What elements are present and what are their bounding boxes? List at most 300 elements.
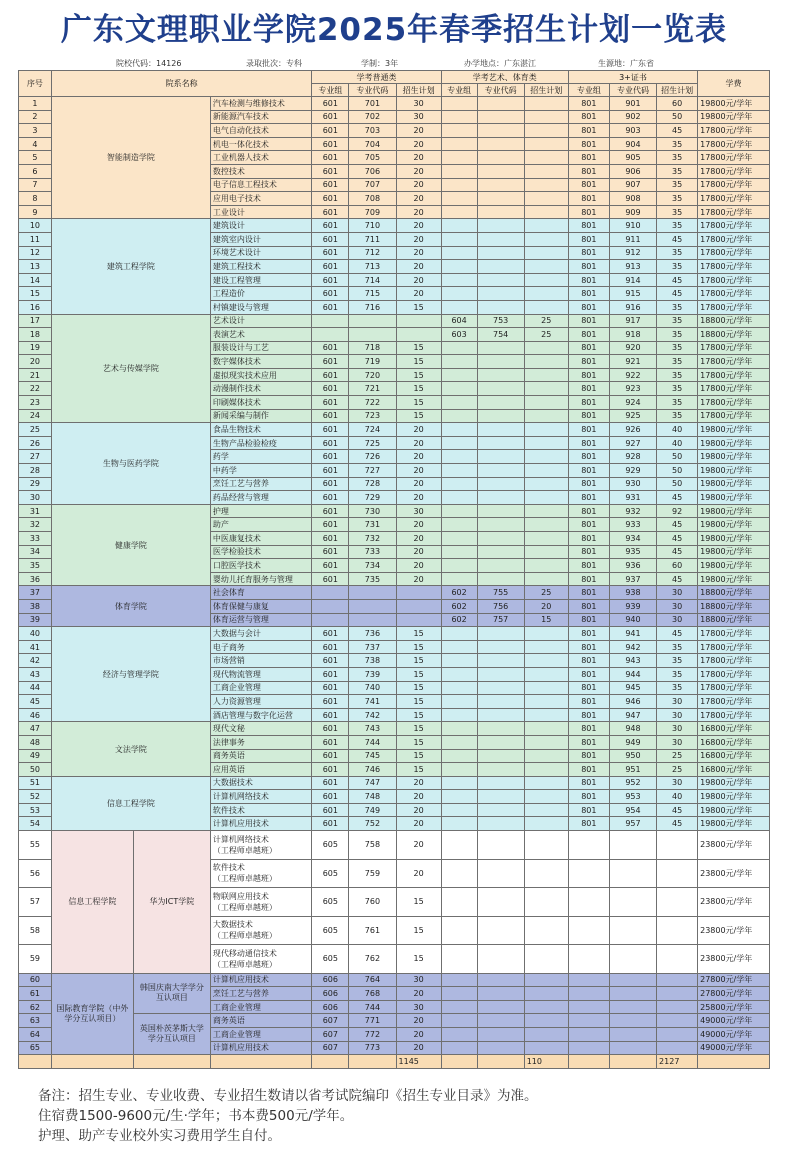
major-name: 烹饪工艺与营养: [210, 987, 312, 1001]
header-dept: 院系名称: [51, 71, 312, 97]
table-cell: [477, 667, 524, 681]
empty-cell: [524, 1041, 568, 1055]
table-cell: 25: [524, 314, 568, 328]
table-cell: 601: [312, 164, 349, 178]
table-cell: [441, 803, 477, 817]
table-cell: 20: [396, 232, 441, 246]
table-cell: 20: [396, 205, 441, 219]
table-cell: [524, 219, 568, 233]
major-name: 现代物流管理: [210, 667, 312, 681]
table-cell: 741: [349, 695, 396, 709]
table-cell: 957: [609, 817, 656, 831]
table-row: [19, 219, 770, 233]
table-cell: [477, 735, 524, 749]
empty-cell: [524, 973, 568, 987]
table-cell: 40: [657, 423, 698, 437]
table-cell: 916: [609, 300, 656, 314]
table-cell: [441, 273, 477, 287]
row-seq: 51: [19, 776, 52, 790]
table-cell: [524, 124, 568, 138]
table-cell: 92: [657, 504, 698, 518]
table-cell: [477, 97, 524, 111]
row-seq: 58: [19, 916, 52, 945]
fee-cell: 17800元/学年: [698, 232, 770, 246]
table-cell: [609, 916, 656, 945]
table-cell: 944: [609, 667, 656, 681]
fee-cell: 17800元/学年: [698, 205, 770, 219]
table-cell: 30: [657, 776, 698, 790]
major-name: 环境艺术设计: [210, 246, 312, 260]
table-row: [19, 973, 770, 987]
fee-cell: 19800元/学年: [698, 803, 770, 817]
empty-cell: [609, 1055, 656, 1069]
table-cell: [441, 464, 477, 478]
study-years: 学制：3年: [361, 59, 399, 68]
table-cell: 801: [568, 137, 609, 151]
table-cell: 938: [609, 586, 656, 600]
table-cell: 801: [568, 545, 609, 559]
table-cell: [441, 735, 477, 749]
table-cell: 801: [568, 382, 609, 396]
table-cell: [524, 681, 568, 695]
table-cell: 942: [609, 640, 656, 654]
fee-cell: 19800元/学年: [698, 110, 770, 124]
table-cell: 732: [349, 532, 396, 546]
fee-cell: 17800元/学年: [698, 382, 770, 396]
table-cell: 15: [396, 708, 441, 722]
table-cell: 739: [349, 667, 396, 681]
table-cell: [477, 246, 524, 260]
table-cell: 744: [349, 735, 396, 749]
table-cell: [441, 545, 477, 559]
table-cell: [524, 423, 568, 437]
major-name: 中药学: [210, 464, 312, 478]
major-name: 印刷媒体技术: [210, 396, 312, 410]
table-cell: [441, 164, 477, 178]
table-cell: [441, 708, 477, 722]
table-cell: [609, 888, 656, 917]
table-cell: 601: [312, 450, 349, 464]
table-cell: 15: [396, 888, 441, 917]
table-cell: [524, 436, 568, 450]
major-name: 计算机应用技术: [210, 1041, 312, 1055]
table-cell: 50: [657, 450, 698, 464]
table-cell: [441, 640, 477, 654]
fee-cell: 16800元/学年: [698, 749, 770, 763]
table-cell: [524, 708, 568, 722]
table-cell: 902: [609, 110, 656, 124]
table-cell: [441, 423, 477, 437]
table-cell: [657, 945, 698, 974]
table-cell: [396, 314, 441, 328]
table-cell: 50: [657, 110, 698, 124]
row-seq: 18: [19, 328, 52, 342]
table-cell: [477, 450, 524, 464]
major-name: 工业机器人技术: [210, 151, 312, 165]
table-cell: [524, 300, 568, 314]
major-name: 应用英语: [210, 763, 312, 777]
table-cell: 601: [312, 477, 349, 491]
major-name: 机电一体化技术: [210, 137, 312, 151]
table-cell: [312, 599, 349, 613]
empty-cell: [441, 1000, 477, 1014]
major-name: 新能源汽车技术: [210, 110, 312, 124]
table-cell: 801: [568, 518, 609, 532]
table-cell: [477, 436, 524, 450]
table-cell: 35: [657, 219, 698, 233]
empty-cell: [609, 1027, 656, 1041]
table-cell: [441, 219, 477, 233]
table-cell: [477, 205, 524, 219]
table-cell: [477, 518, 524, 532]
row-seq: 38: [19, 599, 52, 613]
table-cell: 736: [349, 627, 396, 641]
fee-cell: 17800元/学年: [698, 681, 770, 695]
table-cell: [609, 831, 656, 860]
major-name: [210, 831, 312, 860]
row-seq: 32: [19, 518, 52, 532]
table-cell: [524, 477, 568, 491]
school-meta: [18, 56, 770, 70]
table-cell: [477, 477, 524, 491]
table-cell: 35: [657, 368, 698, 382]
table-cell: [524, 749, 568, 763]
fee-cell: 23800元/学年: [698, 945, 770, 974]
table-cell: [441, 888, 477, 917]
table-cell: [524, 164, 568, 178]
table-cell: 60: [657, 559, 698, 573]
table-cell: [657, 831, 698, 860]
table-cell: [524, 735, 568, 749]
table-cell: 20: [396, 178, 441, 192]
dept-name: 艺术与传媒学院: [51, 314, 210, 423]
table-cell: 940: [609, 613, 656, 627]
table-cell: 933: [609, 518, 656, 532]
table-cell: [477, 368, 524, 382]
table-cell: [349, 599, 396, 613]
table-cell: 35: [657, 260, 698, 274]
table-cell: 706: [349, 164, 396, 178]
total-normal: 1145: [396, 1055, 441, 1069]
table-cell: 606: [312, 973, 349, 987]
row-seq: 14: [19, 273, 52, 287]
table-cell: 35: [657, 328, 698, 342]
row-seq: 53: [19, 803, 52, 817]
table-cell: 601: [312, 273, 349, 287]
table-cell: 601: [312, 803, 349, 817]
row-seq: 23: [19, 396, 52, 410]
table-cell: [396, 328, 441, 342]
row-seq: 57: [19, 888, 52, 917]
table-cell: 20: [396, 790, 441, 804]
table-cell: [477, 916, 524, 945]
empty-cell: [698, 1055, 770, 1069]
table-cell: 762: [349, 945, 396, 974]
major-name: 艺术设计: [210, 314, 312, 328]
table-cell: 601: [312, 654, 349, 668]
table-cell: 15: [396, 681, 441, 695]
table-cell: [349, 314, 396, 328]
table-cell: [441, 178, 477, 192]
table-cell: 20: [524, 599, 568, 613]
row-seq: 31: [19, 504, 52, 518]
table-cell: 915: [609, 287, 656, 301]
empty-cell: [657, 987, 698, 1001]
fee-cell: 19800元/学年: [698, 776, 770, 790]
table-cell: 904: [609, 137, 656, 151]
table-cell: 949: [609, 735, 656, 749]
fee-cell: 17800元/学年: [698, 654, 770, 668]
table-cell: [568, 859, 609, 888]
table-cell: [477, 232, 524, 246]
major-name: 电子信息工程技术: [210, 178, 312, 192]
table-cell: 30: [396, 110, 441, 124]
table-cell: [524, 232, 568, 246]
table-cell: 601: [312, 382, 349, 396]
table-cell: 601: [312, 124, 349, 138]
table-cell: 605: [312, 916, 349, 945]
header-fee: 学费: [698, 71, 770, 97]
table-cell: [524, 504, 568, 518]
table-cell: 35: [657, 205, 698, 219]
fee-cell: 17800元/学年: [698, 178, 770, 192]
table-cell: 607: [312, 1014, 349, 1028]
fee-cell: 23800元/学年: [698, 831, 770, 860]
table-cell: [312, 328, 349, 342]
table-cell: 924: [609, 396, 656, 410]
fee-cell: 16800元/学年: [698, 763, 770, 777]
table-cell: [477, 341, 524, 355]
table-cell: 801: [568, 151, 609, 165]
table-cell: 605: [312, 945, 349, 974]
table-cell: [524, 396, 568, 410]
table-cell: 801: [568, 450, 609, 464]
row-seq: 49: [19, 749, 52, 763]
table-cell: 20: [396, 559, 441, 573]
empty-cell: [477, 987, 524, 1001]
table-cell: 35: [657, 300, 698, 314]
row-seq: 36: [19, 572, 52, 586]
table-cell: [477, 654, 524, 668]
row-seq: 19: [19, 341, 52, 355]
table-cell: 801: [568, 559, 609, 573]
table-cell: 30: [657, 695, 698, 709]
table-cell: 604: [441, 314, 477, 328]
table-cell: 801: [568, 640, 609, 654]
major-name: 法律事务: [210, 735, 312, 749]
table-cell: 20: [396, 477, 441, 491]
table-cell: 602: [441, 613, 477, 627]
table-cell: [524, 945, 568, 974]
fee-cell: 18800元/学年: [698, 586, 770, 600]
empty-cell: [568, 1000, 609, 1014]
row-seq: 2: [19, 110, 52, 124]
table-cell: [441, 790, 477, 804]
table-cell: 15: [396, 355, 441, 369]
major-name: 市场营销: [210, 654, 312, 668]
row-seq: 3: [19, 124, 52, 138]
table-cell: 737: [349, 640, 396, 654]
table-cell: [524, 287, 568, 301]
empty-cell: [609, 1000, 656, 1014]
table-cell: [477, 790, 524, 804]
table-cell: 45: [657, 273, 698, 287]
table-cell: 932: [609, 504, 656, 518]
table-cell: [477, 260, 524, 274]
row-seq: 21: [19, 368, 52, 382]
table-cell: 601: [312, 735, 349, 749]
table-cell: 15: [396, 396, 441, 410]
table-cell: [396, 586, 441, 600]
major-class-note: （工程师卓越班）: [212, 931, 277, 941]
table-cell: 740: [349, 681, 396, 695]
table-cell: 733: [349, 545, 396, 559]
table-cell: 722: [349, 396, 396, 410]
table-cell: 50: [657, 464, 698, 478]
major-name: 人力资源管理: [210, 695, 312, 709]
header-code: 专业代码: [477, 84, 524, 97]
table-cell: [477, 396, 524, 410]
table-cell: [524, 409, 568, 423]
row-seq: 4: [19, 137, 52, 151]
row-seq: 5: [19, 151, 52, 165]
row-seq: 13: [19, 260, 52, 274]
table-cell: 601: [312, 749, 349, 763]
table-cell: [477, 545, 524, 559]
table-cell: [524, 776, 568, 790]
table-cell: [524, 545, 568, 559]
table-cell: 937: [609, 572, 656, 586]
table-cell: 601: [312, 355, 349, 369]
fee-cell: 19800元/学年: [698, 491, 770, 505]
table-cell: 756: [477, 599, 524, 613]
table-cell: 601: [312, 246, 349, 260]
table-cell: [524, 192, 568, 206]
empty-cell: [441, 1014, 477, 1028]
major-name: 现代文秘: [210, 722, 312, 736]
major-name: 药学: [210, 450, 312, 464]
row-seq: 33: [19, 532, 52, 546]
table-cell: [524, 341, 568, 355]
table-cell: 801: [568, 396, 609, 410]
table-cell: 801: [568, 355, 609, 369]
student-source: 生源地：广东省: [598, 59, 654, 68]
row-seq: 55: [19, 831, 52, 860]
table-cell: 601: [312, 436, 349, 450]
empty-cell: [19, 1055, 52, 1069]
table-cell: [477, 681, 524, 695]
table-cell: 30: [657, 708, 698, 722]
fee-cell: 25800元/学年: [698, 1000, 770, 1014]
empty-cell: [657, 1041, 698, 1055]
table-cell: 945: [609, 681, 656, 695]
major-name: 体育保健与康复: [210, 599, 312, 613]
table-cell: 20: [396, 545, 441, 559]
table-cell: 909: [609, 205, 656, 219]
campus-location: 办学地点：广东湛江: [464, 59, 536, 68]
dept-name: 生物与医药学院: [51, 423, 210, 505]
row-seq: 52: [19, 790, 52, 804]
table-cell: 20: [396, 464, 441, 478]
table-cell: 20: [396, 491, 441, 505]
table-cell: 908: [609, 192, 656, 206]
table-cell: 761: [349, 916, 396, 945]
table-cell: 35: [657, 409, 698, 423]
empty-cell: [609, 1041, 656, 1055]
table-cell: 45: [657, 803, 698, 817]
note-line: 住宿费1500-9600元/生·学年；书本费500元/学年。: [38, 1108, 354, 1124]
table-cell: 601: [312, 423, 349, 437]
table-cell: [657, 888, 698, 917]
table-cell: [349, 586, 396, 600]
table-cell: 20: [396, 436, 441, 450]
table-cell: 773: [349, 1041, 396, 1055]
table-cell: [441, 287, 477, 301]
major-class-note: （工程师卓越班）: [212, 845, 277, 855]
table-cell: 913: [609, 260, 656, 274]
major-name: 食品生物技术: [210, 423, 312, 437]
fee-cell: 17800元/学年: [698, 164, 770, 178]
row-seq: 37: [19, 586, 52, 600]
major-name: 村镇建设与管理: [210, 300, 312, 314]
table-cell: [441, 396, 477, 410]
table-cell: [312, 314, 349, 328]
row-seq: 60: [19, 973, 52, 987]
table-cell: [441, 749, 477, 763]
table-cell: 801: [568, 817, 609, 831]
table-cell: 923: [609, 382, 656, 396]
empty-cell: [657, 1000, 698, 1014]
table-cell: 801: [568, 205, 609, 219]
table-cell: 948: [609, 722, 656, 736]
major-name: 数字媒体技术: [210, 355, 312, 369]
table-cell: 15: [396, 916, 441, 945]
table-cell: [477, 532, 524, 546]
table-cell: [441, 532, 477, 546]
table-cell: [441, 945, 477, 974]
table-cell: [524, 518, 568, 532]
table-cell: 768: [349, 987, 396, 1001]
table-cell: [441, 916, 477, 945]
row-seq: 59: [19, 945, 52, 974]
table-cell: 738: [349, 654, 396, 668]
table-cell: 20: [396, 151, 441, 165]
table-cell: 601: [312, 110, 349, 124]
table-cell: 939: [609, 599, 656, 613]
table-cell: 601: [312, 97, 349, 111]
fee-cell: 19800元/学年: [698, 97, 770, 111]
table-cell: 606: [312, 987, 349, 1001]
table-cell: [524, 382, 568, 396]
table-cell: [524, 695, 568, 709]
table-cell: [524, 916, 568, 945]
row-seq: 61: [19, 987, 52, 1001]
table-cell: 927: [609, 436, 656, 450]
table-cell: 747: [349, 776, 396, 790]
table-cell: 801: [568, 409, 609, 423]
table-cell: [477, 273, 524, 287]
empty-cell: [568, 987, 609, 1001]
table-cell: 25: [524, 328, 568, 342]
fee-cell: 16800元/学年: [698, 722, 770, 736]
table-cell: 947: [609, 708, 656, 722]
table-cell: 721: [349, 382, 396, 396]
table-cell: 703: [349, 124, 396, 138]
table-cell: [524, 137, 568, 151]
table-cell: [524, 205, 568, 219]
table-cell: 801: [568, 613, 609, 627]
table-cell: [441, 504, 477, 518]
